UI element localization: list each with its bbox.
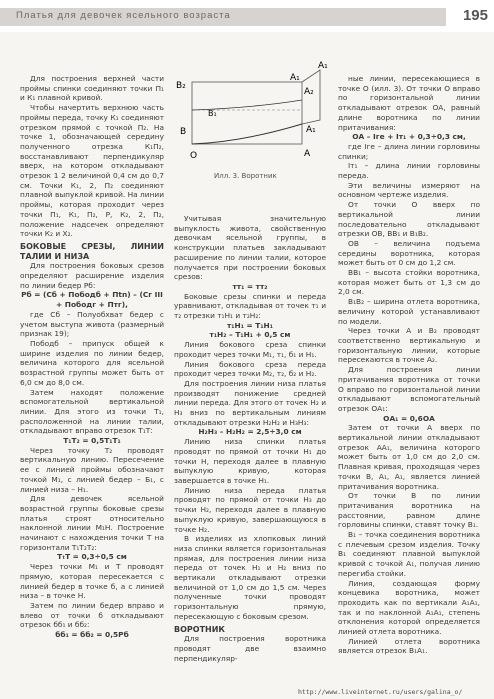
formula: т₁Н₁ = Т₁Н₁ — [227, 320, 273, 330]
paragraph: Через точки А и В₂ проводят соответственно вертикальную и горизонтальную линии, которые пересекаются в точке А₂. — [338, 326, 480, 365]
source-url[interactable]: http://www.liveinternet.ru/users/galina_o/ — [298, 688, 463, 696]
paragraph: Пободб – припуск общей к ширине изделия по линии бедер, величина которого для ясельной возрастной группы может быть от 6,0 см до 8,0 см. — [20, 338, 164, 387]
paragraph: В₁ – точка соединения воротника с плечевым срезом изделия. Точку В₁ соединяют плавной выпуклой кривой с точкой А₁, получая линию перегиба стойки. — [338, 530, 480, 578]
paragraph: ОВ – величина подъема середины воротника, которая может быть от 0 см до 1,2 см. — [338, 238, 480, 268]
paragraph: Учитывая значительную выпуклость живота, свойственную девочкам ясельной группы, в конструкции платьев закладывают расширение по линии талии, которое получается при построении боковых срезов: — [174, 214, 326, 282]
diagram-caption: Илл. 3. Воротник — [214, 172, 277, 180]
paragraph: Линия бокового среза переда проходит через точки М₂, т₂, б₂ и Н₂. — [174, 359, 326, 379]
formula: ТₜТ = 0,3÷0,5 см — [57, 552, 127, 562]
paragraph: Затем от точки А вверх по вертикальной линии откладывают отрезок АА₁, величина которого может быть от 1,0 см до 2,0 см. Плавная кривая, проходящая через точки В, А₁, А₁, является линией притачивания воротника. — [338, 423, 480, 491]
diagram-label: A₁ — [306, 125, 316, 135]
paragraph: Линию низа переда платья проводят по прямой от точки Н₃ до точки Н₂, переходя далее в плавную выпуклую кривую, завершающуюся в точке Н₂. — [174, 485, 326, 534]
paragraph: Через точку Т₂ проводят вертикальную линию. Пересечение ее с линией проймы обозначают точкой М₁, с линией бедер – Б₁, с линией низа – Н₁. — [20, 445, 164, 494]
paragraph: От точки В по линии притачивания воротника на расстоянии, равном длине горловины спинки, ставят точку В₁. — [338, 491, 480, 530]
paragraph: Для построения верхней части проймы спинки соединяют точки П₁ и К₁ плавной кривой. — [20, 74, 164, 103]
paragraph: Через точки М₁ и Т проводят прямую, которая пересекается с линией бедер в точке б, а с линией низа – в точке Н. — [20, 562, 164, 601]
diagram-label: O — [190, 151, 198, 161]
section-heading: БОКОВЫЕ СРЕЗЫ, ЛИНИИ ТАЛИИ И НИЗА — [20, 241, 164, 261]
text-column-left — [20, 74, 164, 640]
diagram-label: B₁ — [208, 109, 217, 118]
formula: т₁Н₂ – Т₁Н₁ + 0,5 см — [209, 330, 291, 340]
paragraph: Іт₁ – длина линии горловины переда. — [338, 161, 480, 181]
paragraph: Для построения линии притачивания воротника от точки О вправо по горизонтальной линии откладывают вспомогательный отрезок ОА₁: — [338, 365, 480, 413]
paragraph: где Іге – длина линии горловины спинки; — [338, 141, 480, 161]
paragraph: Для построения воротника проводят две взаимно перпендикуляр- — [174, 634, 326, 663]
formula: ОА – Іге + Іт₁ + 0,3÷0,3 см, — [352, 132, 466, 142]
page-header — [0, 0, 494, 32]
diagram-label: A₂ — [304, 87, 314, 97]
diagram-label: A — [304, 149, 311, 159]
paragraph: где Сб – Полуобхват бедер с учетом выступа живота (размерный признак 19); — [20, 309, 164, 339]
formula: ОА₁ = 0,6ОА — [383, 413, 435, 423]
paragraph: Для построения боковых срезов определяют расширение изделия по линии бедер Рб: — [20, 261, 164, 290]
formula: тт₁ = тт₂ — [232, 281, 268, 291]
paragraph: Затем по линии бедер вправо и влево от точки б откладывают отрезок бб₁ и бб₂: — [20, 600, 164, 630]
formula: бб₁ = бб₂ = 0,5Рб — [55, 630, 129, 640]
paragraph: ВВ₁ – высота стойки воротника, которая может быть от 1,3 см до 2,0 см. — [338, 268, 480, 297]
diagram-label: A₁ — [290, 73, 300, 83]
paragraph: Затем находят положение вспомогательной вертикальной линии. Для этого из точки Т₁, расположенной на линии талии, откладывают вправо отрезок Т₁Т: — [20, 387, 164, 436]
paragraph: Линию низа спинки платья проводят по прямой от точки Н₁ до точки Н, переходя далее в плавную выпуклую кривую, которая завершается в точке Н₁. — [174, 437, 326, 485]
paragraph: Линия, создающая форму концевика воротника, может проходить как по вертикали А₁А₁, так и по наклонной А₁А₁, степень отклонения которой определяется линией отлета воротника. — [338, 578, 480, 637]
header-title: Платья для девочек ясельного возраста — [16, 10, 231, 21]
diagram-label: A₁ — [318, 61, 328, 71]
paragraph: В₁В₂ – ширина отлета воротника, величину которой устанавливают по модели. — [338, 297, 480, 326]
paragraph: Линия бокового среза спинки проходит через точки М₁, т₁, б₁ и Н₁. — [174, 340, 326, 359]
paragraph: Боковые срезы спинки и переда уравнивают, откладывая от точек т₁ и т₂ отрезки т₁Н₁ и т₂Н₂: — [174, 291, 326, 321]
collar-diagram — [172, 60, 328, 170]
paragraph: Для построения линии низа платья производят понижение средней линии переда. Для этого от точек Н₂ и Н₃ вниз по вертикальным линиям откладывают отрезки Н₂Н₂ и Н₃Н₃: — [174, 378, 326, 427]
formula: Рб = (Сб + Пободб + Пtn) – (Сг III + Пободг + Птг), — [21, 290, 163, 310]
section-heading: ВОРОТНИК — [174, 624, 225, 634]
paragraph: Для девочек ясельной возрастной группы боковые срезы платья строят относительно наклонной линии М₁Н. Построение начинают с нахождения точки Т на горизонтали Т₁Т₂Т₂: — [20, 494, 164, 552]
formula: Т₁Т₂ = 0,5Т₁Т₁ — [63, 436, 121, 446]
text-column-right — [338, 74, 480, 656]
paragraph: Линией отлета воротника является отрезок В₁А₁. — [338, 636, 480, 656]
paragraph: ные линии, пересекающиеся в точке О (илл. 3). От точки О вправо по горизонтальной линии откладывают отрезок ОА, равный длине воротника по линии притачивания: — [338, 74, 480, 132]
diagram-label: B — [180, 127, 187, 137]
paragraph: От точки О вверх по вертикальной линии последовательно откладывают отрезки ОВ, ВВ₁ и В₁В₂. — [338, 200, 480, 239]
formula: Н₂Н₃ – Н₂Н₂ = 2,5÷3,0 см — [198, 427, 302, 437]
text-column-middle — [174, 214, 326, 663]
diagram-label: B₂ — [176, 81, 186, 91]
neckline-curve — [192, 124, 302, 144]
page-number: 195 — [462, 7, 488, 24]
paragraph: Чтобы начертить верхнюю часть проймы переда, точку К₁ соединяют отрезком прямой с точкой П₂. На точке 1, обозначающей середину полученного отрезка К₁П₂, восстанавливают перпендикуляр вверх, на котором откладывают отрезок 1 2 величиной 0,4 см до 0,7 см. Точки К₁, 2, П₂ соединяют плавной выпуклой кривой. На линии проймы, которая проходит через точки П₁, К₁, П₂, Р, К₂, 2, П₂, положение надсечек определяют точки К₂ и Х₂. — [20, 103, 164, 239]
paragraph: В изделиях из хлопковых линий низа спинки является горизонтальная прямая, для построения линии низа переда от точек Н₁ и Н₂ вниз по вертикали откладывают отрезки величиной от 1,0 см до 1,5 см. Через полученные точки проводят горизонтальную прямую, пересекающую с боковым срезом. — [174, 534, 326, 621]
paragraph: Эти величины измеряют на основном чертеже изделия. — [338, 180, 480, 200]
